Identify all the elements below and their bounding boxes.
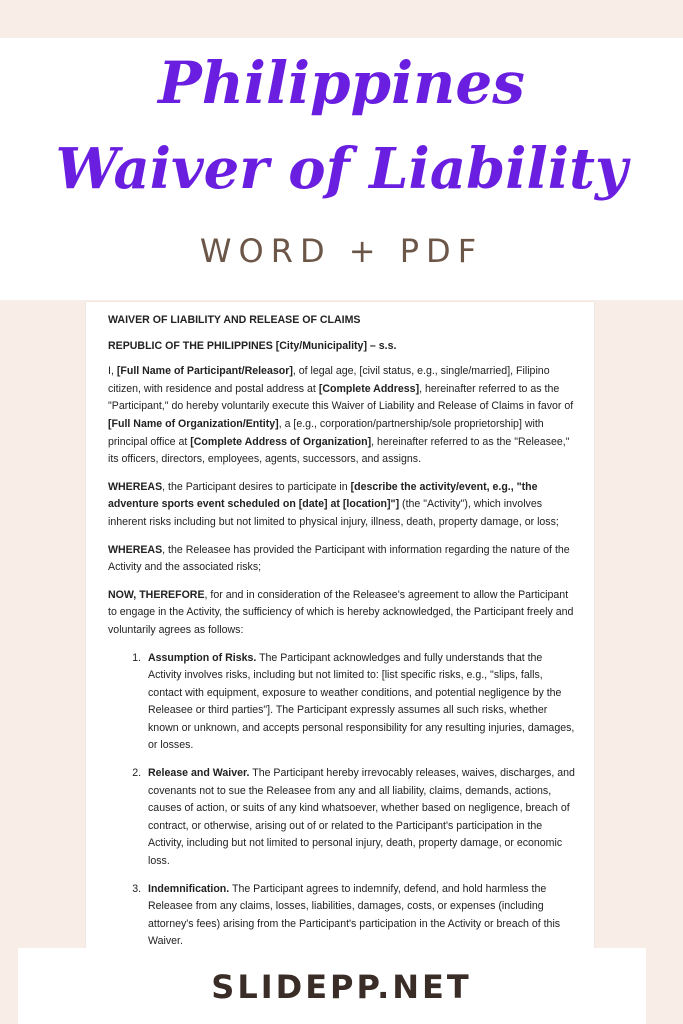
whereas-paragraph-2	[108, 542, 578, 577]
intro-text: , a [e.g., corporation/partnership/sole proprietorship] with principal office at	[108, 417, 544, 448]
clause-title: Assumption of Risks.	[148, 651, 257, 664]
list-item	[144, 765, 578, 871]
now-bold: NOW, THEREFORE	[108, 588, 205, 601]
title-line-1: Philippines	[158, 49, 525, 117]
document-heading: WAIVER OF LIABILITY AND RELEASE OF CLAIMS	[108, 314, 361, 326]
now-text: , for and in consideration of the Releasee's agreement to allow the Participant to engage in the Activity, the sufficiency of which is hereby acknowledged, the Participant freely and voluntarily agrees as follows:	[108, 588, 574, 636]
intro-bold: [Full Name of Organization/Entity]	[108, 417, 279, 430]
site-name: SLIDEPP.NET	[211, 968, 472, 1006]
whereas-bold: [describe the activity/event, e.g., "the adventure sports event scheduled on [date] at [location]"]	[108, 480, 538, 511]
clause-text: The Participant hereby irrevocably releases, waives, discharges, and covenants not to sue the Releasee from any and all liability, claims, demands, actions, causes of action, or suits of any kind whatsoever, whether based on negligence, breach of contract, or otherwise, arising out of or related to the Participant's participation in the Activity, including but not limited to personal injury, death, property damage, or economic loss.	[148, 767, 575, 868]
whereas-text: (the "Activity"), which involves inherent risks including but not limited to physical injury, illness, death, property damage, or loss;	[108, 498, 559, 528]
clause-text: The Participant agrees to indemnify, defend, and hold harmless the Releasee from any claims, losses, liabilities, damages, costs, or expenses (including attorney's fees) arising from the Participant's participation in the Activity or breach of this Waiver.	[148, 882, 561, 948]
subtitle: WORD + PDF	[199, 232, 484, 270]
clause-title: Release and Waiver.	[148, 767, 250, 780]
clause-text: The Participant acknowledges and fully understands that the Activity involves risks, including but not limited to: [list specific risks, e.g., "slips, falls, contact with equipment, exposure to weather conditions, and potential negligence by the Releasee or third parties"]. The Participant expressly assumes all such risks, whether known or unknown, and accepts personal responsibility for any resulting injuries, damages, or losses.	[148, 651, 575, 752]
intro-bold: [Complete Address]	[318, 382, 420, 395]
intro-text: I,	[108, 365, 117, 378]
whereas-bold: WHEREAS	[108, 480, 163, 493]
document-body	[108, 312, 578, 948]
intro-bold: [Complete Address of Organization]	[190, 435, 372, 448]
intro-paragraph	[108, 363, 578, 469]
list-item	[144, 650, 578, 756]
clause-list	[108, 650, 578, 949]
whereas-text: , the Releasee has provided the Participant with information regarding the nature of the Activity and the associated risks;	[108, 543, 570, 574]
document-preview	[86, 302, 594, 948]
intro-text: , of legal age, [civil status, e.g., single/married], Filipino citizen, with residence and postal address at	[108, 365, 550, 395]
intro-bold: [Full Name of Participant/Releasor]	[116, 365, 293, 378]
clause-title: Indemnification.	[148, 882, 230, 895]
intro-text: , hereinafter referred to as the "Participant," do hereby voluntarily execute this Waiver of Liability and Release of Claims in favor of	[108, 382, 574, 413]
whereas-text: , the Participant desires to participate in	[162, 480, 351, 493]
list-item	[144, 881, 578, 948]
now-therefore-paragraph	[108, 587, 578, 640]
intro-text: , hereinafter referred to as the "Releasee," its officers, directors, employees, agents, successors, and assigns.	[108, 435, 570, 466]
title-line-2: Waiver of Liability	[55, 136, 628, 202]
whereas-bold: WHEREAS	[108, 543, 163, 556]
whereas-paragraph-1	[108, 479, 578, 532]
document-venue: REPUBLIC OF THE PHILIPPINES [City/Municipality] – s.s.	[108, 339, 397, 352]
